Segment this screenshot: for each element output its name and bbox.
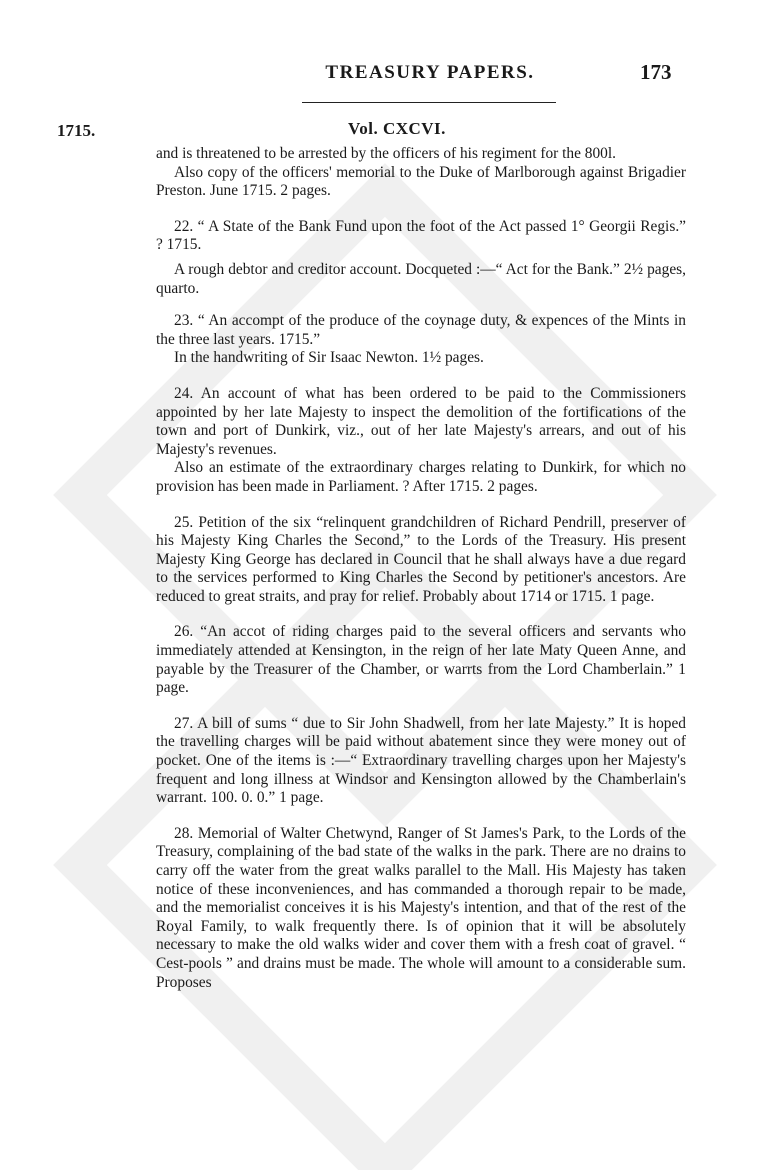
entry-22: 22. “ A State of the Bank Fund upon the foot of the Act passed 1° Georgii Regis.” ? 1715. [156, 217, 686, 254]
paragraph: In the handwriting of Sir Isaac Newton. 1½ pages. [174, 349, 484, 367]
entry-24: 24. An account of what has been ordered to be paid to the Commissioners appointed by her late Majesty to inspect the demolition of the fortifications of the town and port of Dunkirk, viz., out of her late Majesty's arrears, and out of his Majesty's revenues. [156, 384, 686, 458]
entry-23: 23. “ An accompt of the produce of the coynage duty, & expences of the Mints in the three last years. 1715.” [156, 312, 686, 348]
document-body [156, 145, 686, 992]
paragraph: Also an estimate of the extraordinary charges relating to Dunkirk, for which no provision has been made in Parliament. ? After 1715. 2 pages. [156, 459, 686, 495]
volume-heading: Vol. CXCVI. [348, 119, 446, 138]
paragraph-continuation: and is threatened to be arrested by the officers of his regiment for the 800l. [156, 145, 616, 162]
year-marker: 1715. [57, 121, 96, 140]
entry-28: 28. Memorial of Walter Chetwynd, Ranger of St James's Park, to the Lords of the Treasury, complaining of the bad state of the walks in the park. There are no drains to carry off the water from the great walks parallel to the Mall. His Majesty has taken notice of these inconveniences, and has commanded a thorough repair to be made, and the memorialist conceives it is his Majesty's intention, and that of the rest of the Royal Family, to walk frequently there. Is of opinion that it will be absolutely necessary to make the old walks wider and cover them with a fresh coat of gravel. “ Cest-pools ” and drains must be made. The whole will amount to a considerable sum. Proposes [156, 824, 686, 991]
paragraph: Also copy of the officers' memorial to the Duke of Marlborough against Brigadier Preston. June 1715. 2 pages. [156, 163, 686, 200]
entry-27: 27. A bill of sums “ due to Sir John Shadwell, from her late Majesty.” It is hoped the travelling charges will be paid without abatement since they were money out of pocket. One of the items is :—“ Extraordinary travelling charges upon her Majesty's frequent and long illness at Windsor and Kensington allowed by the Chamberlain's warrant. 100. 0. 0.” 1 page. [156, 714, 686, 807]
page-number: 173 [640, 60, 672, 84]
entry-26: 26. “An accot of riding charges paid to the several officers and servants who immediately attended at Kensington, in the reign of her late Maty Queen Anne, and payable by the Treasurer of the Chamber, or warrts from the Lord Chamberlain.” 1 page. [156, 623, 686, 697]
entry-25: 25. Petition of the six “relinquent grandchildren of Richard Pendrill, preserver of his Majesty King Charles the Second,” to the Lords of the Treasury. His present Majesty King George has declared in Council that he shall always have a due regard to the services performed to King Charles the Second by petitioner's ancestors. Are reduced to great straits, and pray for relief. Probably about 1714 or 1715. 1 page. [156, 513, 686, 605]
paragraph: A rough debtor and creditor account. Docqueted :—“ Act for the Bank.” 2½ pages, quarto. [156, 260, 686, 297]
header-rule [302, 102, 556, 103]
running-title: TREASURY PAPERS. [325, 62, 535, 83]
